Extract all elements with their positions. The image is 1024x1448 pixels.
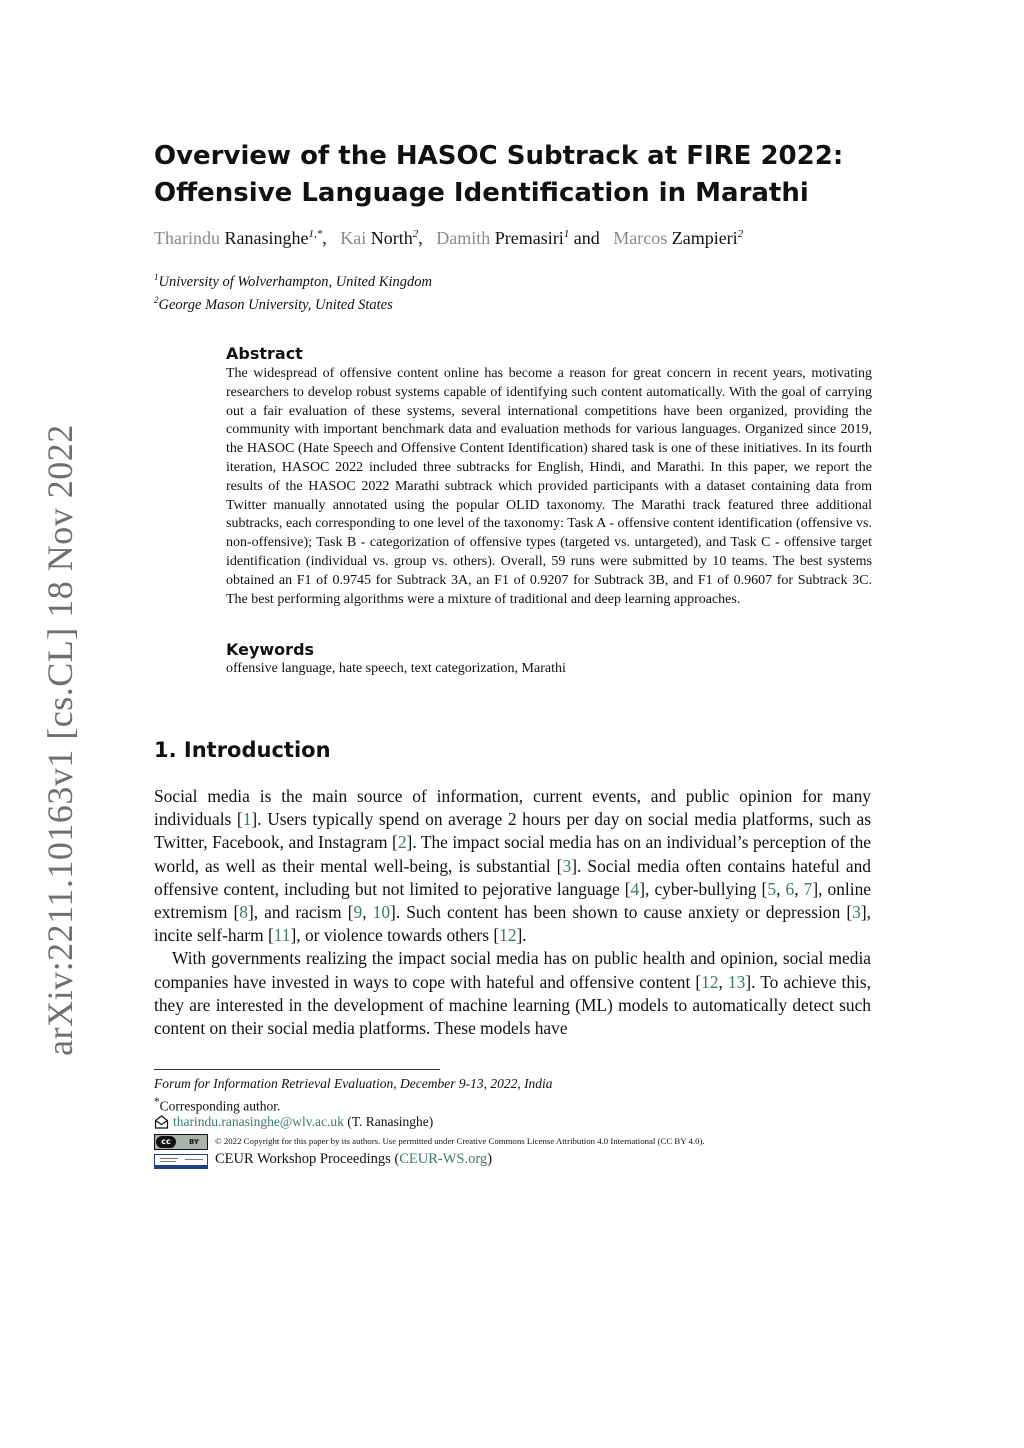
author-1: Tharindu Ranasinghe$^{1,*}$,	[154, 228, 336, 248]
citation-link[interactable]: 3	[562, 855, 572, 876]
arxiv-stamp: arXiv:2211.10163v1 [cs.CL] 18 Nov 2022	[40, 424, 80, 1056]
citation-link[interactable]: 12	[701, 971, 719, 992]
citation-link[interactable]: 4	[630, 878, 640, 899]
paper-title	[154, 138, 874, 212]
citation-link[interactable]: 11	[273, 925, 291, 946]
section-heading-introduction: 1. Introduction	[154, 738, 331, 762]
citation-link[interactable]: 1	[242, 809, 252, 830]
author-4: Marcos Zampieri$^2$	[613, 228, 744, 248]
copyright-notice: © 2022 Copyright for this paper by its authors. Use permitted under Creative Commons License Attribution 4.0 International (CC BY 4.0).	[215, 1136, 705, 1146]
intro-paragraph-1: Social media is the main source of information, current events, and public opinion for many individuals [1]. Users typically spend on average 2 hours per day on social media platforms, such as Twitter, Facebook, and Instagram [2]. The impact social media has on an individual’s perception of the world, as well as their mental well-being, is substantial [3]. Social media often contains hateful and offensive content, including but not limited to pejorative language [4], cyber-bullying [5, 6, 7], online extremism [8], and racism [9, 10]. Such content has been shown to cause anxiety or depression [3], incite self-harm [11], or violence towards others [12].	[154, 786, 872, 946]
footnote-email: tharindu.ranasinghe@wlv.ac.uk (T. Ranasinghe)	[154, 1114, 433, 1130]
creative-commons-icon: cc	[156, 1136, 176, 1148]
citation-link[interactable]: 5	[767, 878, 777, 899]
author-3: Damith Premasiri$^1$ and	[436, 228, 609, 248]
citation-link[interactable]: 12	[499, 925, 517, 946]
citation-link[interactable]: 3	[852, 902, 861, 923]
citation-link[interactable]: 2	[397, 832, 407, 853]
citation-link[interactable]: 13	[727, 971, 746, 992]
author-2: Kai North$^2$,	[340, 228, 432, 248]
footnote-corresponding: *Corresponding author.	[154, 1096, 281, 1114]
affiliation-1: $^1$University of Wolverhampton, United Kingdom	[154, 272, 432, 290]
ceur-proceedings: CEUR Workshop Proceedings (CEUR-WS.org)	[215, 1151, 493, 1167]
cc-by-license-badge[interactable]	[154, 1134, 208, 1150]
citation-link[interactable]: 6	[785, 878, 795, 899]
affiliation-2: $^2$George Mason University, United States	[154, 295, 393, 313]
intro-paragraph-2: With governments realizing the impact social media has on public health and opinion, social media companies have invested in ways to cope with hateful and offensive content [12, 13]. To achieve this, they are interested in the development of machine learning (ML) models to automatically detect such content on their social media platforms. These models have	[154, 948, 871, 1039]
citation-link[interactable]: 9	[353, 902, 363, 923]
abstract-text: The widespread of offensive content online has become a reason for great concern in recent years, motivating researchers to develop robust systems capable of identifying such content automatically. With the goal of carrying out a fair evaluation of these systems, several international competitions have been organized, providing the community with important benchmark data and evaluation methods for various languages. Organized since 2019, the HASOC (Hate Speech and Offensive Content Identification) shared task is one of these initiatives. In its fourth iteration, HASOC 2022 included three subtracks for English, Hindi, and Marathi. In this paper, we report the results of the HASOC 2022 Marathi subtrack which provided participants with a dataset containing data from Twitter manually annotated using the popular OLID taxonomy. The Marathi track featured three additional subtracks, each corresponding to one level of the taxonomy: Task A - offensive content identification (offensive vs. non-offensive); Task B - categorization of offensive types (targeted vs. untargeted), and Task C - offensive target identification (individual vs. group vs. others). Overall, 59 runs were submitted by 10 teams. The best systems obtained an F1 of 0.9745 for Subtrack 3A, an F1 of 0.9207 for Subtrack 3B, and F1 of 0.9607 for Subtrack 3C. The best performing algorithms were a mixture of traditional and deep learning approaches.	[226, 366, 872, 607]
ceur-ws-link[interactable]: CEUR-WS.org	[399, 1151, 488, 1167]
footnote-rule	[154, 1069, 440, 1070]
keywords-text: offensive language, hate speech, text categorization, Marathi	[226, 661, 566, 676]
title-line-2: Offensive Language Identification in Marathi	[154, 178, 809, 208]
corresponding-mark: *	[154, 1096, 160, 1108]
abstract-heading: Abstract	[226, 344, 303, 363]
email-link[interactable]: tharindu.ranasinghe@wlv.ac.uk	[173, 1114, 344, 1129]
ceur-logo-icon	[154, 1154, 208, 1169]
citation-link[interactable]: 8	[239, 902, 248, 923]
introduction-body	[154, 785, 871, 1040]
author-list	[154, 228, 874, 249]
title-line-1: Overview of the HASOC Subtrack at FIRE 2022:	[154, 141, 844, 171]
keywords-heading: Keywords	[226, 640, 315, 659]
footnote-venue: Forum for Information Retrieval Evaluation, December 9-13, 2022, India	[154, 1076, 553, 1091]
citation-link[interactable]: 10	[372, 902, 391, 923]
envelope-icon	[154, 1115, 169, 1129]
attribution-icon: BY	[188, 1138, 200, 1146]
citation-link[interactable]: 7	[803, 878, 813, 899]
